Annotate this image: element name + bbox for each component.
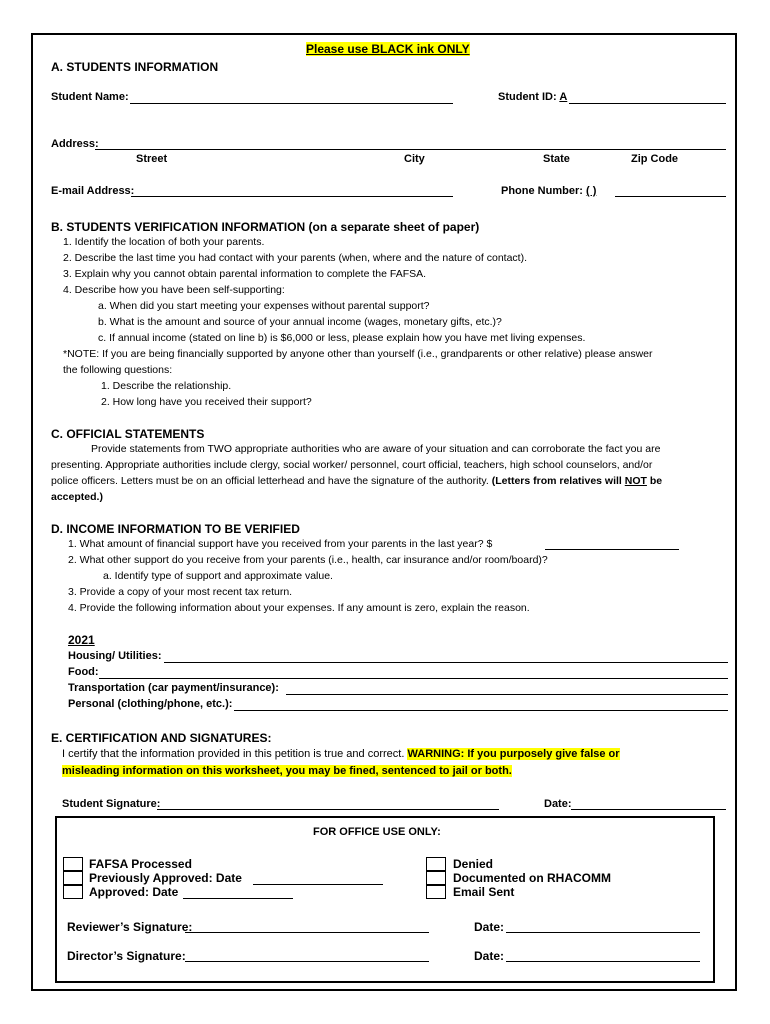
c-line-4: accepted.) — [51, 491, 103, 503]
c-line-2: presenting. Appropriate authorities include clergy, social worker/ personnel, court official, teachers, high school counselors, and/or — [51, 459, 653, 471]
student-name-label: Student Name: — [51, 91, 129, 103]
reviewer-signature-field[interactable] — [185, 932, 429, 933]
food-label: Food: — [68, 666, 99, 678]
b-item-4: 4. Describe how you have been self-supporting: — [63, 284, 285, 296]
office-use-title: FOR OFFICE USE ONLY: — [313, 826, 441, 838]
housing-label: Housing/ Utilities: — [68, 650, 162, 662]
approved-checkbox[interactable] — [63, 885, 83, 899]
section-c-title: C. OFFICIAL STATEMENTS — [51, 427, 205, 441]
student-date-label: Date: — [544, 798, 572, 810]
email-label: E-mail Address: — [51, 185, 135, 197]
previously-approved-checkbox[interactable] — [63, 871, 83, 885]
parent-support-amount-field[interactable] — [545, 549, 679, 550]
student-date-field[interactable] — [571, 809, 726, 810]
denied-checkbox[interactable] — [426, 857, 446, 871]
expense-year: 2021 — [68, 633, 95, 647]
ink-notice: Please use BLACK ink ONLY — [306, 42, 470, 56]
section-d-title: D. INCOME INFORMATION TO BE VERIFIED — [51, 522, 300, 536]
state-label: State — [543, 153, 570, 165]
director-signature-label: Director’s Signature: — [67, 949, 186, 963]
fafsa-processed-checkbox[interactable] — [63, 857, 83, 871]
personal-label: Personal (clothing/phone, etc.): — [68, 698, 233, 710]
director-date-field[interactable] — [506, 961, 700, 962]
email-field[interactable] — [131, 196, 453, 197]
d-item-1: 1. What amount of financial support have you received from your parents in the last year? $ — [68, 538, 493, 550]
denied-label: Denied — [453, 857, 494, 871]
street-label: Street — [136, 153, 168, 165]
b-note-item-1: 1. Describe the relationship. — [101, 380, 232, 392]
city-label: City — [404, 153, 425, 165]
section-b-title: B. STUDENTS VERIFICATION INFORMATION (on a separate sheet of paper) — [51, 220, 480, 234]
approved-date-field[interactable] — [183, 898, 293, 899]
reviewer-date-label: Date: — [474, 920, 505, 934]
b-note-line2: the following questions: — [63, 364, 173, 376]
zip-label: Zip Code — [631, 153, 679, 165]
director-date-label: Date: — [474, 949, 505, 963]
d-item-2a: a. Identify type of support and approximate value. — [103, 570, 333, 582]
b-subitem-a: a. When did you start meeting your expenses without parental support? — [98, 300, 430, 312]
address-field[interactable] — [95, 149, 726, 150]
b-note-item-2: 2. How long have you received their support? — [101, 396, 312, 408]
personal-field[interactable] — [234, 710, 728, 711]
previously-approved-date-field[interactable] — [253, 884, 383, 885]
b-subitem-b: b. What is the amount and source of your annual income (wages, monetary gifts, etc.)? — [98, 316, 502, 328]
form-page — [31, 33, 737, 991]
certify-statement: I certify that the information provided in this petition is true and correct. WARNING: If you purposely give false or — [62, 748, 620, 760]
email-sent-checkbox[interactable] — [426, 885, 446, 899]
phone-label: Phone Number: ( ) — [501, 185, 597, 197]
phone-field[interactable] — [615, 196, 726, 197]
student-signature-label: Student Signature: — [62, 798, 161, 810]
office-use-box — [55, 816, 715, 983]
approved-label: Approved: Date — [89, 885, 179, 899]
reviewer-signature-label: Reviewer’s Signature: — [67, 920, 193, 934]
food-field[interactable] — [99, 678, 728, 679]
d-item-4: 4. Provide the following information about your expenses. If any amount is zero, explain the reason. — [68, 602, 530, 614]
b-item-1: 1. Identify the location of both your parents. — [63, 236, 265, 248]
section-e-title: E. CERTIFICATION AND SIGNATURES: — [51, 731, 272, 745]
student-signature-field[interactable] — [157, 809, 499, 810]
b-item-2: 2. Describe the last time you had contact with your parents (when, where and the nature of contact). — [63, 252, 527, 264]
student-id-field[interactable] — [569, 103, 726, 104]
section-a-title: A. STUDENTS INFORMATION — [51, 60, 219, 74]
student-id-label: Student ID: A — [498, 91, 568, 103]
d-item-3: 3. Provide a copy of your most recent tax return. — [68, 586, 293, 598]
previously-approved-label: Previously Approved: Date — [89, 871, 242, 885]
transportation-label: Transportation (car payment/insurance): — [68, 682, 279, 694]
documented-label: Documented on RHACOMM — [453, 871, 611, 885]
b-item-3: 3. Explain why you cannot obtain parental information to complete the FAFSA. — [63, 268, 427, 280]
housing-field[interactable] — [164, 662, 728, 663]
certify-warning: misleading information on this worksheet, you may be fined, sentenced to jail or both. — [62, 765, 512, 777]
fafsa-processed-label: FAFSA Processed — [89, 857, 192, 871]
address-label: Address: — [51, 138, 99, 150]
director-signature-field[interactable] — [185, 961, 429, 962]
b-subitem-c: c. If annual income (stated on line b) is $6,000 or less, please explain how you have met living expenses. — [98, 332, 586, 344]
c-line-3: police officers. Letters must be on an official letterhead and have the signature of the authority. (Letters from relatives will NOT be — [51, 475, 663, 487]
student-name-field[interactable] — [130, 103, 453, 104]
email-sent-label: Email Sent — [453, 885, 515, 899]
documented-checkbox[interactable] — [426, 871, 446, 885]
b-note-line1: *NOTE: If you are being financially supported by anyone other than yourself (i.e., grandparents or other relative) please answer — [63, 348, 653, 360]
reviewer-date-field[interactable] — [506, 932, 700, 933]
c-line-1: Provide statements from TWO appropriate authorities who are aware of your situation and can corroborate the fact you are — [91, 443, 661, 455]
d-item-2: 2. What other support do you receive from your parents (i.e., health, car insurance and/or room/board)? — [68, 554, 548, 566]
transportation-field[interactable] — [286, 694, 728, 695]
